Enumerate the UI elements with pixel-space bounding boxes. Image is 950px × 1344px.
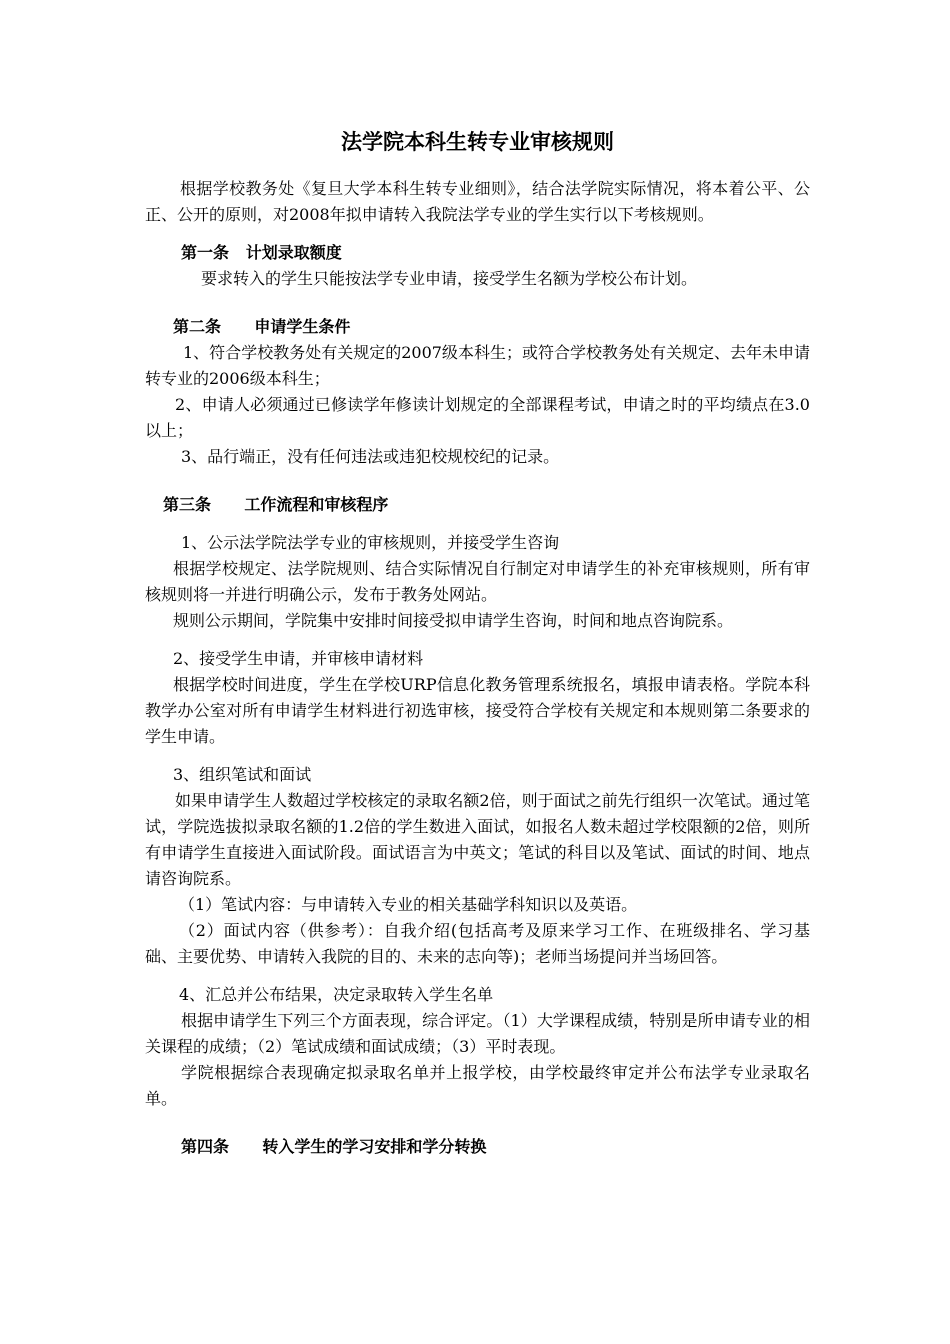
- intro-paragraph: 根据学校教务处《复旦大学本科生转专业细则》，结合法学院实际情况，将本着公平、公正、公开的原则，对2008年拟申请转入我院法学专业的学生实行以下考核规则。: [145, 179, 810, 224]
- step-1-title: 1、公示法学院法学专业的审核规则，并接受学生咨询: [181, 533, 560, 552]
- article-2-item-1: 1、符合学校教务处有关规定的2007级本科生；或符合学校教务处有关规定、去年未申请转专业的2006级本科生；: [145, 343, 810, 388]
- step-2-paragraph-1: 根据学校时间进度，学生在学校URP信息化教务管理系统报名，填报申请表格。学院本科教学办公室对所有申请学生材料进行初选审核，接受符合学校有关规定和本规则第二条要求的学生申请。: [145, 675, 810, 746]
- article-2-item-3: 3、品行端正，没有任何违法或违犯校规校纪的记录。: [181, 447, 560, 466]
- step-1-paragraph-1: 根据学校规定、法学院规则、结合实际情况自行制定对申请学生的补充审核规则，所有审核规则将一并进行明确公示，发布于教务处网站。: [145, 559, 810, 604]
- article-2-item-2: 2、申请人必须通过已修读学年修读计划规定的全部课程考试，申请之时的平均绩点在3.0以上；: [145, 395, 810, 440]
- step-4-paragraph-2: 学院根据综合表现确定拟录取名单并上报学校，由学校最终审定并公布法学专业录取名单。: [145, 1063, 810, 1108]
- step-4-paragraph-1: 根据申请学生下列三个方面表现，综合评定。（1）大学课程成绩，特别是所申请专业的相关课程的成绩；（2）笔试成绩和面试成绩；（3）平时表现。: [145, 1011, 810, 1056]
- document-page: [145, 122, 810, 1160]
- document-title: 法学院本科生转专业审核规则: [341, 130, 614, 154]
- step-3-paragraph-3: （2）面试内容（供参考）：自我介绍(包括高考及原来学习工作、在班级排名、学习基础、主要优势、申请转入我院的目的、未来的志向等)；老师当场提问并当场回答。: [145, 921, 810, 966]
- article-3-heading: 第三条 工作流程和审核程序: [163, 495, 389, 514]
- step-3-title: 3、组织笔试和面试: [173, 765, 312, 784]
- step-1-paragraph-2: 规则公示期间，学院集中安排时间接受拟申请学生咨询，时间和地点咨询院系。: [173, 611, 734, 630]
- article-1-body: 要求转入的学生只能按法学专业申请，接受学生名额为学校公布计划。: [201, 269, 698, 288]
- article-2-heading: 第二条 申请学生条件: [173, 317, 351, 336]
- step-4-title: 4、汇总并公布结果，决定录取转入学生名单: [179, 985, 494, 1004]
- article-4-heading: 第四条 转入学生的学习安排和学分转换: [181, 1137, 487, 1156]
- article-1-heading: 第一条 计划录取额度: [181, 243, 342, 262]
- step-2-title: 2、接受学生申请，并审核申请材料: [173, 649, 424, 668]
- step-3-paragraph-1: 如果申请学生人数超过学校核定的录取名额2倍，则于面试之前先行组织一次笔试。通过笔试，学院选拔拟录取名额的1.2倍的学生数进入面试，如报名人数未超过学校限额的2倍，则所有申请学生直接进入面试阶段。面试语言为中英文；笔试的科目以及笔试、面试的时间、地点请咨询院系。: [145, 791, 810, 888]
- step-3-paragraph-2: （1）笔试内容：与申请转入专业的相关基础学科知识以及英语。: [179, 895, 638, 914]
